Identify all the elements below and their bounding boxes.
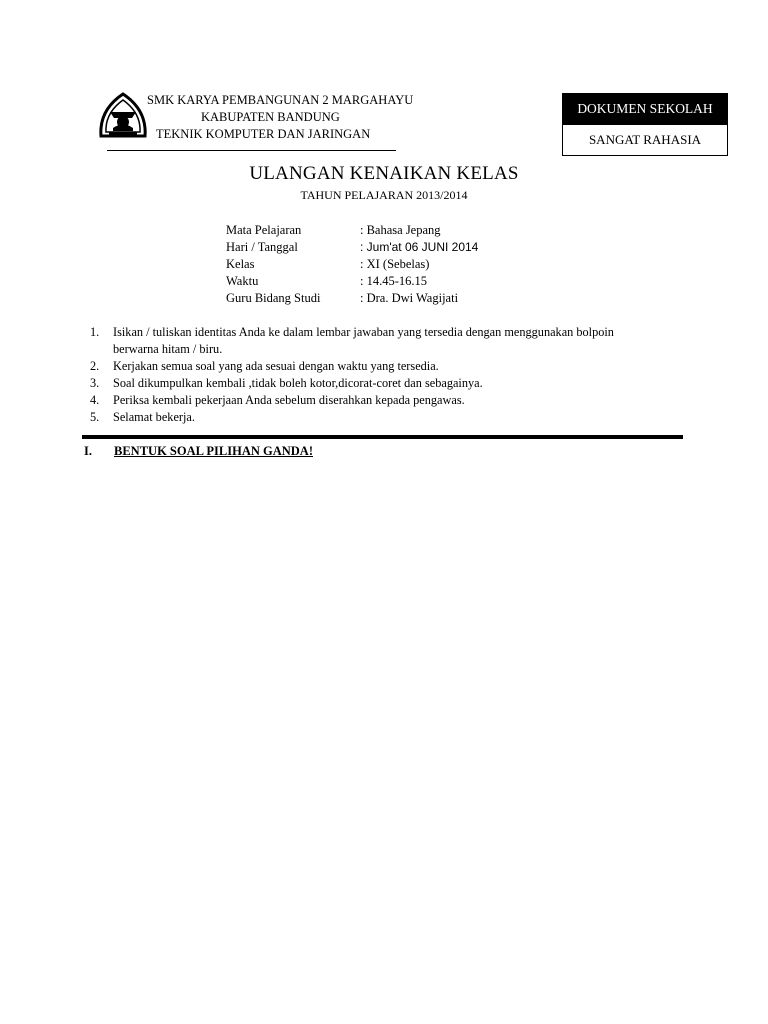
section-divider <box>82 435 683 439</box>
header-divider <box>107 150 396 151</box>
info-label: Kelas <box>226 257 255 271</box>
list-item-text: Selamat bekerja. <box>113 410 195 424</box>
list-item-number: 4. <box>90 393 100 407</box>
document-type-box: DOKUMEN SEKOLAH <box>562 93 728 125</box>
info-value: : XI (Sebelas) <box>360 257 430 271</box>
section-number: I. <box>84 444 92 458</box>
info-value: : Jum'at 06 JUNI 2014 <box>360 240 479 254</box>
exam-title: ULANGAN KENAIKAN KELAS <box>249 163 519 184</box>
info-label: Guru Bidang Studi <box>226 291 321 305</box>
list-item-number: 2. <box>90 359 100 373</box>
list-item-number: 1. <box>90 325 100 339</box>
school-emblem-icon <box>95 88 151 144</box>
school-name: SMK KARYA PEMBANGUNAN 2 MARGAHAYU <box>147 93 414 107</box>
list-item <box>88 409 648 426</box>
info-value: : 14.45-16.15 <box>360 274 428 288</box>
confidentiality-box: SANGAT RAHASIA <box>562 124 728 156</box>
list-item-text: Periksa kembali pekerjaan Anda sebelum diserahkan kepada pengawas. <box>113 393 465 407</box>
section-title: BENTUK SOAL PILIHAN GANDA! <box>114 444 313 458</box>
info-label: Mata Pelajaran <box>226 223 302 237</box>
list-item-text: Soal dikumpulkan kembali ,tidak boleh kotor,dicorat-coret dan sebagainya. <box>113 376 483 390</box>
list-item <box>88 324 648 358</box>
info-label: Hari / Tanggal <box>226 240 298 254</box>
info-label: Waktu <box>226 274 259 288</box>
instructions-list <box>88 324 648 426</box>
school-department: TEKNIK KOMPUTER DAN JARINGAN <box>156 127 371 141</box>
list-item-text: Kerjakan semua soal yang ada sesuai dengan waktu yang tersedia. <box>113 359 439 373</box>
list-item <box>88 392 648 409</box>
list-item <box>88 375 648 392</box>
info-value: : Bahasa Jepang <box>360 223 441 237</box>
info-value: : Dra. Dwi Wagijati <box>360 291 459 305</box>
list-item <box>88 358 648 375</box>
list-item-number: 3. <box>90 376 100 390</box>
list-item-text: Isikan / tuliskan identitas Anda ke dalam lembar jawaban yang tersedia dengan menggunakan bolpoin berwarna hitam / biru. <box>113 325 614 356</box>
school-regency: KABUPATEN BANDUNG <box>201 110 340 124</box>
academic-year: TAHUN PELAJARAN 2013/2014 <box>300 188 468 202</box>
list-item-number: 5. <box>90 410 100 424</box>
